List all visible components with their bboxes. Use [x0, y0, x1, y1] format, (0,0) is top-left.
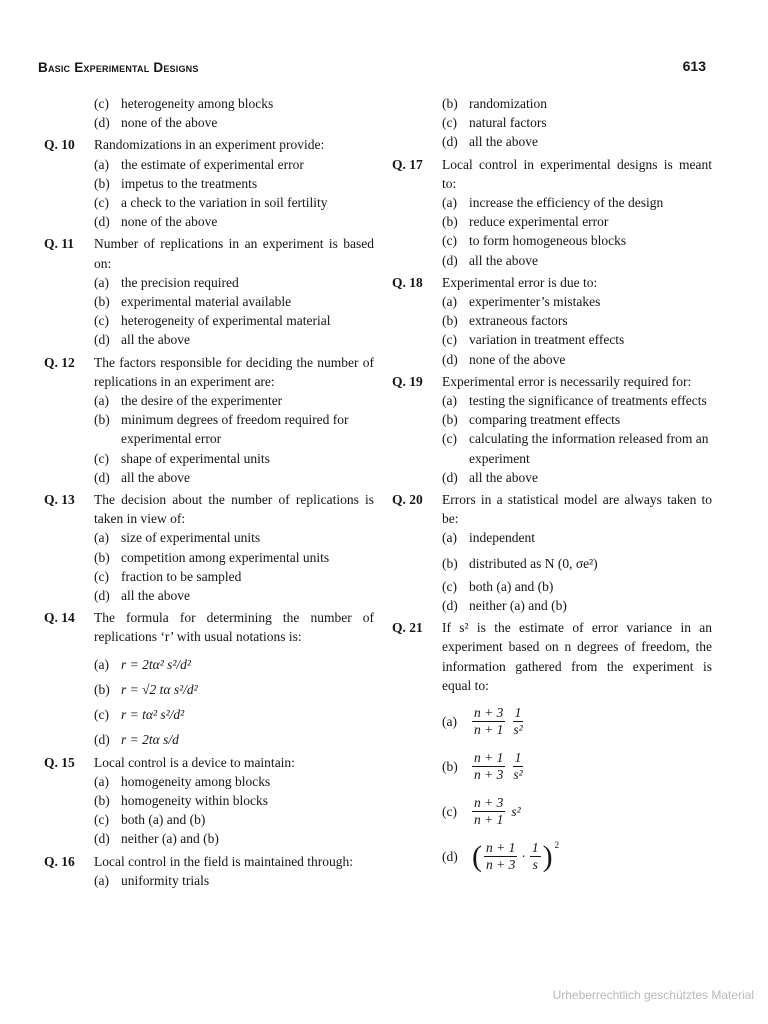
- question-19: Q. 19 Experimental error is necessarily required for:: [392, 373, 692, 389]
- option: (a) the estimate of experimental error: [94, 156, 304, 172]
- option: (d) neither (a) and (b): [442, 598, 567, 614]
- right-column: [392, 94, 712, 873]
- option: (d) all the above: [94, 588, 190, 604]
- question-10: Q. 10 Randomizations in an experiment provide:: [44, 137, 325, 153]
- formula-option: (d) r = 2tα s/d: [94, 732, 179, 748]
- option: (b) reduce experimental error: [442, 214, 609, 230]
- option: (a) experimenter’s mistakes: [442, 294, 601, 310]
- option: (c) both (a) and (b): [94, 812, 206, 828]
- question-13: Q. 13 The decision about the number of replications is taken in view of:: [44, 492, 374, 527]
- question-21: Q. 21 If s² is the estimate of error variance in an experiment based on n degrees of freedom, the information gathered from the experiment is equal to:: [392, 620, 712, 693]
- option: (c) heterogeneity of experimental material: [94, 313, 331, 329]
- option: (c) shape of experimental units: [94, 450, 270, 466]
- question-17: Q. 17 Local control in experimental designs is meant to:: [392, 156, 712, 191]
- fraction: $\frac{n + 3}{n + 1}$: [474, 795, 504, 828]
- option: (c) calculating the information released from an experiment: [442, 431, 709, 466]
- option: (c) a check to the variation in soil fertility: [94, 195, 328, 211]
- watermark: Urheberrechtlich geschütztes Material: [552, 988, 754, 1002]
- option: (d) none of the above: [94, 115, 218, 131]
- option: (b) competition among experimental units: [94, 549, 330, 565]
- right-paren: ): [542, 839, 553, 873]
- formula-option: (c) r = tα² s²/d²: [94, 707, 185, 723]
- fraction-option: (c) $\frac{n + 3}{n + 1}$ s²: [442, 795, 521, 828]
- fraction: $\frac{1}{s}$: [531, 840, 539, 873]
- option: (d) all the above: [442, 252, 538, 268]
- fraction: $\frac{n + 1}{n + 3}$: [486, 840, 516, 873]
- option: (d) none of the above: [442, 351, 566, 367]
- option: (c) fraction to be sampled: [94, 568, 242, 584]
- option: (a) homogeneity among blocks: [94, 773, 271, 789]
- option: (d) all the above: [94, 332, 190, 348]
- option: (b) minimum degrees of freedom required for experimental error: [94, 412, 349, 447]
- fraction: $\frac{1}{\text{s²}}$: [513, 750, 523, 783]
- fraction: $\frac{1}{\text{s²}}$: [513, 705, 523, 738]
- option: (a) the desire of the experimenter: [94, 393, 283, 409]
- question-20: Q. 20 Errors in a statistical model are always taken to be:: [392, 492, 712, 527]
- formula-option: (b) r = √2 tα s²/d²: [94, 681, 198, 697]
- fraction: $\frac{n + 1}{n + 3}$: [474, 750, 504, 783]
- left-column: [44, 94, 374, 890]
- option: (d) none of the above: [94, 214, 218, 230]
- formula-option: (a) r = 2tα² s²/d²: [94, 656, 191, 672]
- question-11: Q. 11 Number of replications in an experiment is based on:: [44, 236, 374, 271]
- question-15: Q. 15 Local control is a device to maintain:: [44, 754, 295, 770]
- option: (d) all the above: [442, 469, 538, 485]
- page-number: 613: [682, 58, 706, 74]
- option: (b) experimental material available: [94, 294, 292, 310]
- question-14: Q. 14 The formula for determining the number of replications ‘r’ with usual notations is:: [44, 610, 374, 645]
- option: (c) both (a) and (b): [442, 578, 554, 594]
- option: (d) neither (a) and (b): [94, 831, 219, 847]
- option: (c) to form homogeneous blocks: [442, 233, 627, 249]
- option: (c) natural factors: [442, 115, 547, 131]
- option: (d) all the above: [442, 134, 538, 150]
- left-paren: (: [472, 839, 482, 873]
- option: (b) distributed as N (0, σe²): [442, 555, 598, 571]
- option: (b) homogeneity within blocks: [94, 792, 268, 808]
- fraction-option: (d) ( $\frac{n + 1}{n + 3}$ · $\frac{1}{s}$ ) 2: [442, 839, 560, 873]
- option: (b) impetus to the treatments: [94, 175, 258, 191]
- option: (a) size of experimental units: [94, 530, 261, 546]
- option: (b) extraneous factors: [442, 313, 568, 329]
- option: (a) independent: [442, 530, 535, 546]
- question-12: Q. 12 The factors responsible for deciding the number of replications in an experiment are:: [44, 354, 374, 389]
- option: (b) randomization: [442, 96, 547, 111]
- option: (a) the precision required: [94, 274, 239, 290]
- question-18: Q. 18 Experimental error is due to:: [392, 274, 598, 290]
- option: (a) testing the significance of treatments effects: [442, 393, 707, 409]
- option: (c) variation in treatment effects: [442, 332, 625, 348]
- question-16: Q. 16 Local control in the field is maintained through:: [44, 853, 354, 869]
- fraction-option: (a) $\frac{n + 3}{n + 1}$ $\frac{1}{\text{s²}}$: [442, 705, 523, 738]
- fraction-option: (b) $\frac{n + 1}{n + 3}$ $\frac{1}{\text{s²}}$: [442, 750, 523, 783]
- option: (a) increase the efficiency of the design: [442, 195, 664, 211]
- option: (d) all the above: [94, 469, 190, 485]
- option: (a) uniformity trials: [94, 872, 210, 888]
- fraction: $\frac{n + 3}{n + 1}$: [474, 705, 504, 738]
- running-title: Basic Experimental Designs: [38, 60, 199, 75]
- option: (b) comparing treatment effects: [442, 412, 621, 428]
- option: (c) heterogeneity among blocks: [94, 96, 274, 111]
